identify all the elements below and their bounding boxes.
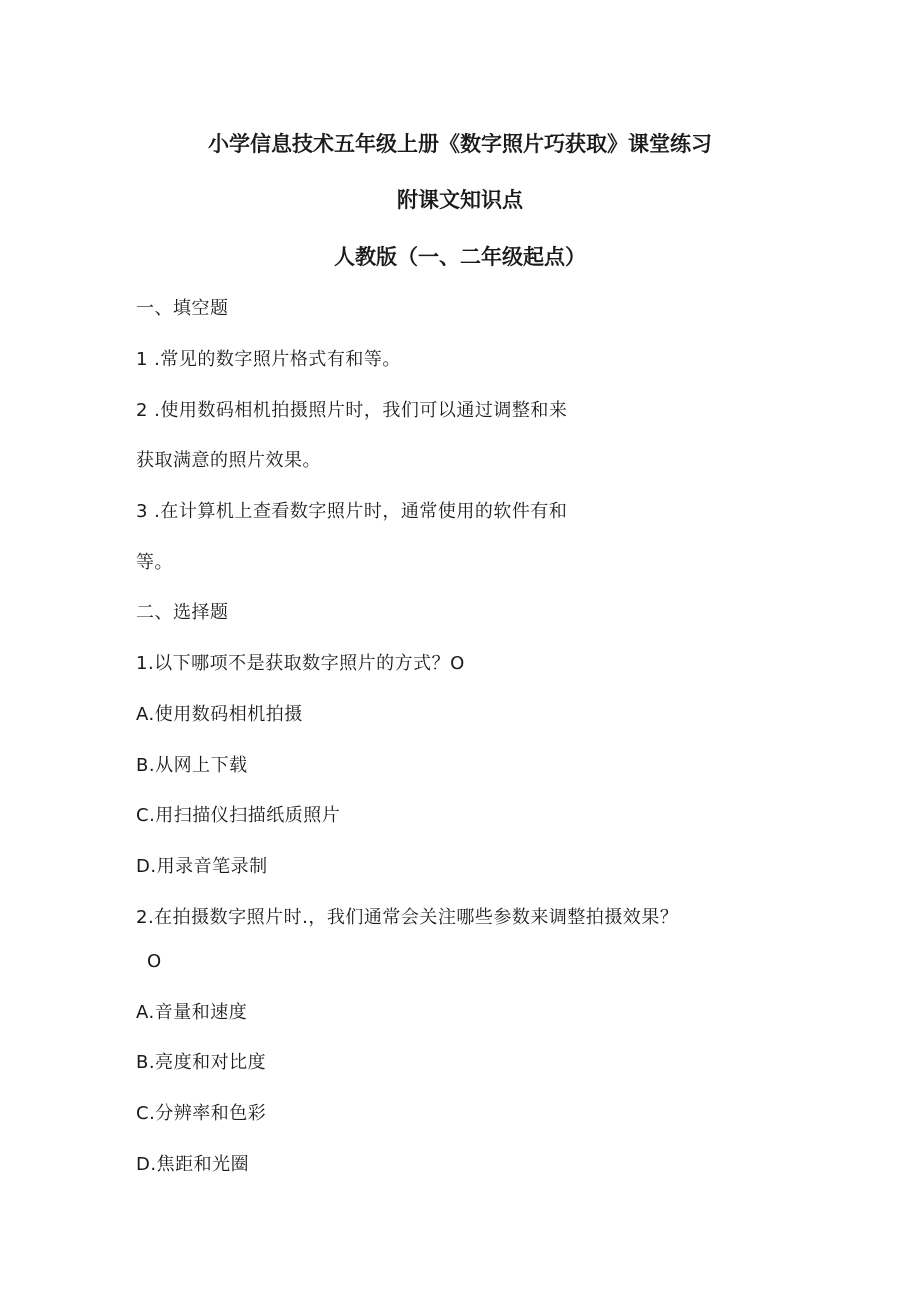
fill-blank-question-1: 1 .常见的数字照片格式有和等。	[136, 349, 401, 370]
choice-question-2-option-b: B.亮度和对比度	[136, 1052, 267, 1073]
fill-blank-question-3-line-1: 3 .在计算机上查看数字照片时，通常使用的软件有和	[136, 501, 568, 522]
choice-question-1-option-b: B.从网上下载	[136, 755, 248, 776]
document-subtitle: 附课文知识点	[397, 188, 523, 212]
choice-question-2-option-c: C.分辨率和色彩	[136, 1103, 267, 1124]
section-heading-fill-blank: 一、填空题	[136, 298, 229, 319]
fill-blank-question-3-line-2: 等。	[136, 552, 173, 573]
document-title: 小学信息技术五年级上册《数字照片巧获取》课堂练习	[208, 132, 712, 156]
section-heading-multiple-choice: 二、选择题	[136, 602, 229, 623]
choice-question-2-stem: 2.在拍摄数字照片时.，我们通常会关注哪些参数来调整拍摄效果？	[136, 907, 679, 928]
choice-question-1-option-a: A.使用数码相机拍摄	[136, 704, 303, 725]
fill-blank-question-2-line-2: 获取满意的照片效果。	[136, 450, 321, 471]
choice-question-2-option-d: D.焦距和光圈	[136, 1154, 250, 1175]
document-edition: 人教版（一、二年级起点）	[334, 245, 586, 269]
choice-question-1-option-d: D.用录音笔录制	[136, 856, 268, 877]
choice-question-2-stem-continuation: O	[147, 951, 162, 972]
choice-question-1-stem: 1.以下哪项不是获取数字照片的方式？O	[136, 653, 465, 674]
choice-question-1-option-c: C.用扫描仪扫描纸质照片	[136, 805, 341, 826]
fill-blank-question-2-line-1: 2 .使用数码相机拍摄照片时，我们可以通过调整和来	[136, 400, 568, 421]
choice-question-2-option-a: A.音量和速度	[136, 1002, 248, 1023]
